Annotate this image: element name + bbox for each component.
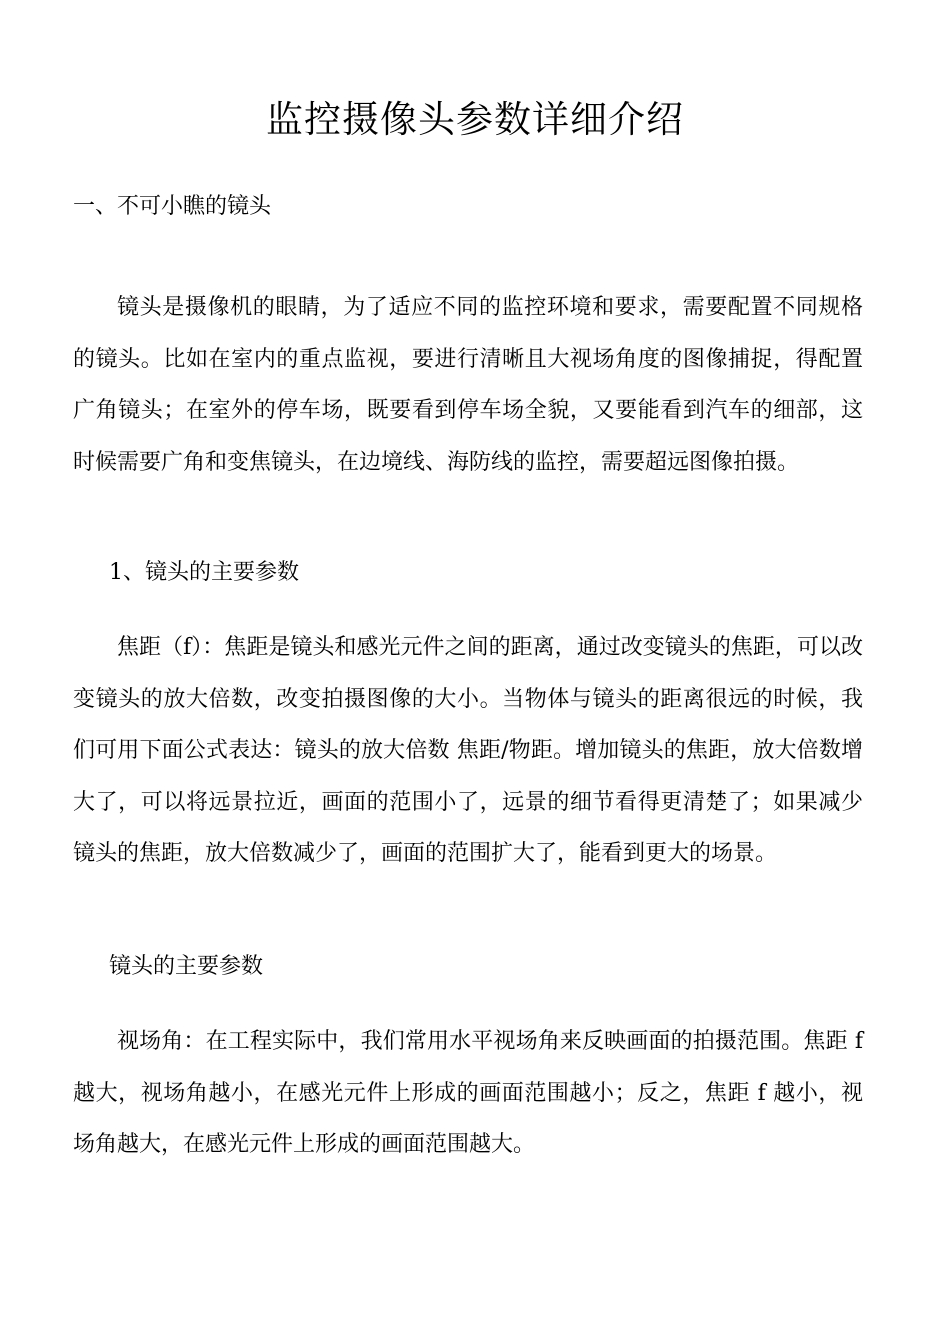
- paragraph-field-of-view: 视场角：在工程实际中，我们常用水平视场角来反映画面的拍摄范围。焦距 f 越大，视场角越小，在感光元件上形成的画面范围越小；反之，焦距 f 越小，视场角越大，在感光元件上形成的画面范围越大。: [73, 1029, 863, 1157]
- paragraph-focal-length: 焦距（f）：焦距是镜头和感光元件之间的距离，通过改变镜头的焦距，可以改变镜头的放大倍数，改变拍摄图像的大小。当物体与镜头的距离很远的时候，我们可用下面公式表达：镜头的放大倍数 焦距/物距。增加镜头的焦距，放大倍数增大了，可以将远景拉近，画面的范围小了，远景的细节看得更清楚了；如果减少镜头的焦距，放大倍数减少了，画面的范围扩大了，能看到更大的场景。: [73, 635, 863, 866]
- subheading-lens-params: 镜头的主要参数: [109, 954, 264, 979]
- paragraph-intro: 镜头是摄像机的眼睛，为了适应不同的监控环境和要求，需要配置不同规格的镜头。比如在室内的重点监视，要进行清晰且大视场角度的图像捕捉，得配置广角镜头；在室外的停车场，既要看到停车场全貌，又要能看到汽车的细部，这时候需要广角和变焦镜头，在边境线、海防线的监控，需要超远图像拍摄。: [73, 295, 863, 475]
- subheading-lens-params-numbered: 1、镜头的主要参数: [109, 560, 299, 585]
- page-title: 监控摄像头参数详细介绍: [266, 98, 684, 141]
- section-heading: 一、不可小瞧的镜头: [73, 194, 272, 219]
